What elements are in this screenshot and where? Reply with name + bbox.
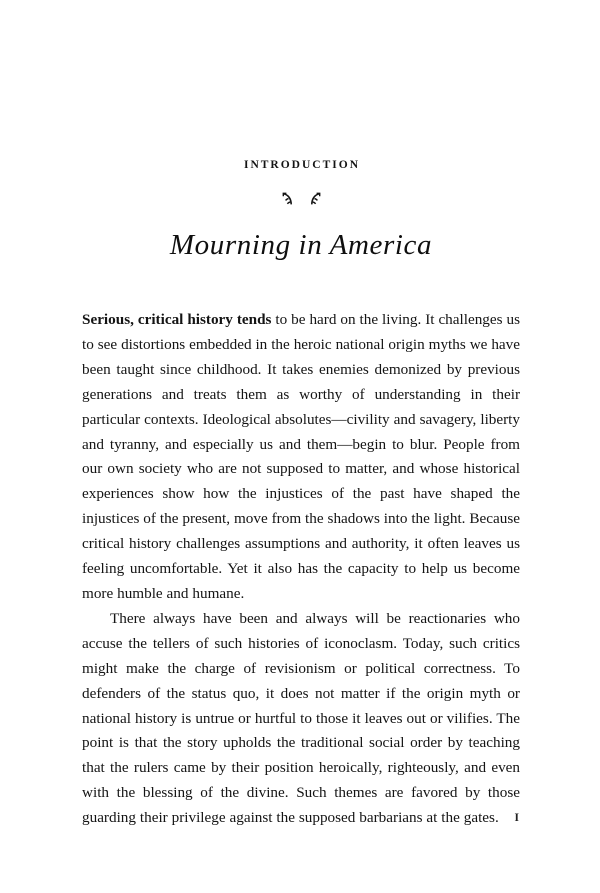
body-text-column xyxy=(82,308,520,831)
branch-left-icon xyxy=(282,192,300,208)
paragraph-text: to be hard on the living. It challenges us to see distortions embedded in the heroic national origin myths we have been taught since childhood. It takes enemies demonized by previous generations and treats them as worthy of understanding in their particular contexts. Ideological absolutes—civility and savagery, liberty and tyranny, and especially us and them—begin to blur. People from our own society who are not supposed to matter, and whose historical experiences show how the injustices of the past have shaped the injustices of the present, move from the shadows into the light. Because critical history challenges assumptions and authority, it often leaves us feeling uncomfortable. Yet it also has the capacity to help us become more humble and humane. xyxy=(82,311,520,602)
branch-fleuron-ornament xyxy=(82,189,520,211)
paragraph-lead-in: Serious, critical history tends xyxy=(82,311,272,328)
paragraph-text: There always have been and always will be reactionaries who accuse the tellers of such histories of iconoclasm. Today, such critics might make the charge of revisionism or political correctness. To defenders of the status quo, it does not matter if the origin myth or national history is untrue or hurtful to those it leaves out or vilifies. The point is that the story upholds the traditional social order by teaching that the rulers came by their position heroically, righteously, and even with the blessing of the divine. Such themes are favored by those guarding their privilege against the supposed barbarians at the gates. xyxy=(82,609,520,827)
page-title: Mourning in America xyxy=(169,228,433,261)
chapter-kicker: INTRODUCTION xyxy=(243,159,360,171)
body-paragraph xyxy=(82,308,520,607)
page-number: I xyxy=(514,812,520,824)
chapter-opener xyxy=(82,160,520,261)
body-paragraph xyxy=(82,607,520,831)
branch-right-icon xyxy=(303,192,321,208)
